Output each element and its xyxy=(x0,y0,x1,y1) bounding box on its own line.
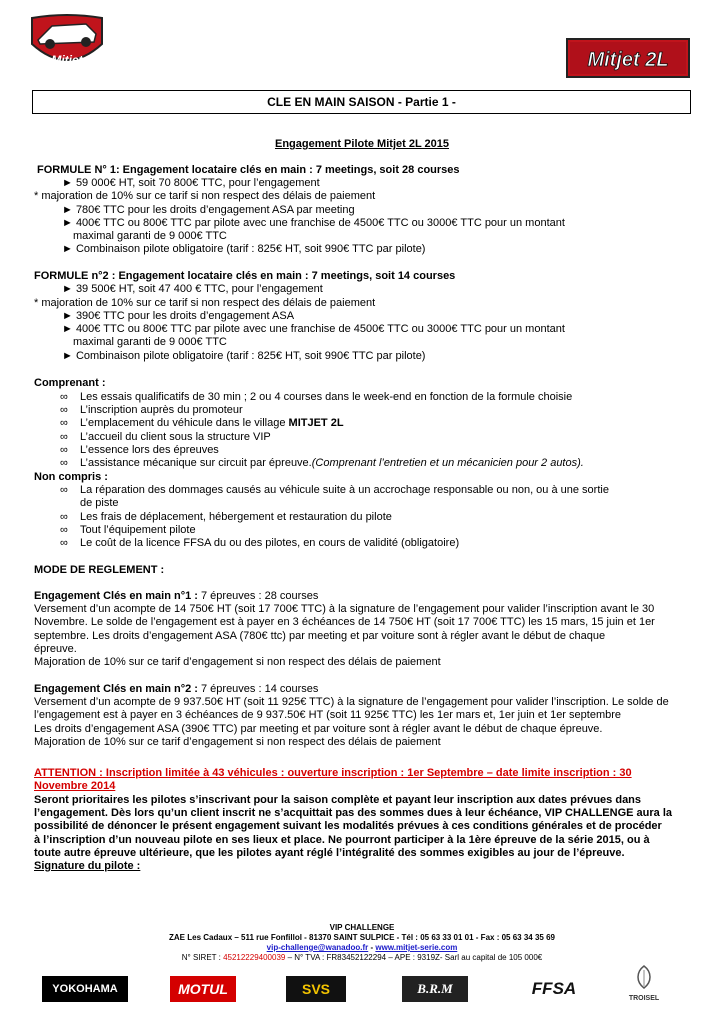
list-item: ∞ Les frais de déplacement, hébergement et restauration du pilote xyxy=(60,511,392,523)
svg-text:Mitjet 2L: Mitjet 2L xyxy=(587,49,669,71)
svg-text:MOTORSPORT: MOTORSPORT xyxy=(52,68,82,73)
troisel-emblem-icon xyxy=(626,964,662,990)
footer-links: vip-challenge@wanadoo.fr - www.mitjet-serie.com xyxy=(266,943,458,952)
list-item: ∞ La réparation des dommages causés au véhicule suite à un accrochage responsable ou non, ou à une sortie xyxy=(60,484,609,496)
cle2-line: Versement d’un acompte de 9 937.50€ HT (soit 11 925€ TTC) à la signature de l’engagement pour valider l’inscription. Le solde de xyxy=(34,696,669,708)
list-item: ∞ Tout l’équipement pilote xyxy=(60,524,196,536)
formule2-franchise-cont: maximal garanti de 9 000€ TTC xyxy=(73,336,227,348)
list-item: ∞ L’emplacement du véhicule dans le village MITJET 2L xyxy=(60,417,344,429)
cle2-line: Les droits d’engagement ASA (390€ TTC) par meeting et par voiture sont à régler avant le début de chaque épreuve. xyxy=(34,723,603,735)
email-link[interactable]: vip-challenge@wanadoo.fr xyxy=(266,943,369,952)
attention-body: Seront prioritaires les pilotes s’inscrivant pour la saison complète et payant leur inscription aux dates prévues dans xyxy=(34,794,642,806)
troisel-logo: TROISEL xyxy=(626,964,662,1004)
cle1-line: Majoration de 10% sur ce tarif d’engagement si non respect des délais de paiement xyxy=(34,656,441,668)
footer-siret: N° SIRET : 45212229400039 – N° TVA : FR83452122294 – APE : 9319Z- Sarl au capital de 105 000€ xyxy=(181,953,543,962)
formule2-franchise: ► 400€ TTC ou 800€ TTC par pilote avec une franchise de 4500€ TTC ou 3000€ TTC pour un montant xyxy=(62,323,565,335)
formule2-combinaison: ► Combinaison pilote obligatoire (tarif : 825€ HT, soit 990€ TTC par pilote) xyxy=(62,350,426,362)
list-item: ∞ L’inscription auprès du promoteur xyxy=(60,404,243,416)
cle2-line: l’engagement est à payer en 3 échéances de 9 937.50€ HT (soit 11 925€ TTC) les 1er mars et, 1er juin et 1er septembre xyxy=(34,709,622,721)
comprenant-heading: Comprenant : xyxy=(34,377,106,389)
list-item: ∞ Le coût de la licence FFSA du ou des pilotes, en cours de validité (obligatoire) xyxy=(60,537,460,549)
website-link[interactable]: www.mitjet-serie.com xyxy=(375,943,458,952)
brm-logo: B.R.M xyxy=(402,976,468,1002)
attention-body: toute autre épreuve ultérieure, que les pilotes ayant réglé l’intégralité des sommes exigibles au jour de l’épreuve. xyxy=(34,847,625,859)
mitjet-motorsport-logo xyxy=(28,14,106,76)
ffsa-logo: FFSA xyxy=(531,979,577,998)
svg-text:Mitjet: Mitjet xyxy=(51,53,83,67)
formule1-combinaison: ► Combinaison pilote obligatoire (tarif : 825€ HT, soit 990€ TTC par pilote) xyxy=(62,243,426,255)
footer-address: ZAE Les Cadaux – 511 rue Fonfillol - 81370 SAINT SULPICE - Tél : 05 63 33 01 01 - Fax : 05 63 34 35 69 xyxy=(169,933,555,942)
formule2-majoration: * majoration de 10% sur ce tarif si non respect des délais de paiement xyxy=(34,297,376,309)
formule1-franchise: ► 400€ TTC ou 800€ TTC par pilote avec une franchise de 4500€ TTC ou 3000€ TTC pour un montant xyxy=(62,217,565,229)
cle1-line: épreuve. xyxy=(34,643,77,655)
cle2-heading: Engagement Clés en main n°2 : 7 épreuves : 14 courses xyxy=(34,683,319,695)
formule1-asa: ► 780€ TTC pour les droits d’engagement ASA par meeting xyxy=(62,204,355,216)
formule2-asa: ► 390€ TTC pour les droits d’engagement ASA xyxy=(62,310,295,322)
attention-body: possibilité de dénoncer le présent engagement suivant les modalités prévues à ces conditions générales et de procéder xyxy=(34,820,662,832)
formule2-price: ► 39 500€ HT, soit 47 400 € TTC, pour l’engagement xyxy=(62,283,323,295)
list-item: ∞ L’essence lors des épreuves xyxy=(60,444,219,456)
list-item: ∞ Les essais qualificatifs de 30 min ; 2 ou 4 courses dans le week-end en fonction de la formule choisie xyxy=(60,391,573,403)
formule1-majoration: * majoration de 10% sur ce tarif si non respect des délais de paiement xyxy=(34,190,376,202)
cle1-line: Versement d’un acompte de 14 750€ HT (soit 17 700€ TTC) à la signature de l’engagement pour valider l’inscription avant le 30 xyxy=(34,603,655,615)
yokohama-logo: YOKOHAMA xyxy=(42,976,128,1002)
attention-line: ATTENTION : Inscription limitée à 43 véhicules : ouverture inscription : 1er Septembre – date limite inscription : 30 xyxy=(34,767,632,779)
non-compris-heading: Non compris : xyxy=(34,471,108,483)
page-title: CLE EN MAIN SAISON - Partie 1 - xyxy=(32,90,691,114)
formule1-franchise-cont: maximal garanti de 9 000€ TTC xyxy=(73,230,227,242)
formule2-heading: FORMULE n°2 : Engagement locataire clés en main : 7 meetings, soit 14 courses xyxy=(34,270,456,282)
attention-line: Novembre 2014 xyxy=(34,780,116,792)
svs-logo: SVS xyxy=(286,976,346,1002)
cle1-line: septembre. Les droits d’engagement ASA (780€ ttc) par meeting et par voiture sont à régler avant le début de chaque xyxy=(34,630,606,642)
formule1-heading: FORMULE N° 1: Engagement locataire clés en main : 7 meetings, soit 28 courses xyxy=(37,164,460,176)
mitjet-2l-logo xyxy=(566,38,690,78)
motul-logo: MOTUL xyxy=(170,976,236,1002)
list-item: ∞ L’assistance mécanique sur circuit par épreuve.(Comprenant l’entretien et un mécanicien pour 2 autos). xyxy=(60,457,584,469)
cle2-line: Majoration de 10% sur ce tarif d’engagement si non respect des délais de paiement xyxy=(34,736,441,748)
formule1-price: ► 59 000€ HT, soit 70 800€ TTC, pour l’engagement xyxy=(62,177,320,189)
cle1-line: Novembre. Le solde de l’engagement est à payer en 3 échéances de 14 750€ HT (soit 17 700€ TTC) les 15 mars, 15 juin et 1er xyxy=(34,616,655,628)
footer-company: VIP CHALLENGE xyxy=(329,923,395,932)
cle1-heading: Engagement Clés en main n°1 : 7 épreuves : 28 courses xyxy=(34,590,319,602)
attention-body: l’engagement. Dès lors qu’un client inscrit ne s’acquittait pas des sommes dues à leur échéance, VIP CHALLENGE aura la xyxy=(34,807,672,819)
subtitle: Engagement Pilote Mitjet 2L 2015 xyxy=(274,138,449,150)
attention-body: à l’inscription d’un nouveau pilote en ses lieux et place. Ne pourront participer à la 1ère épreuve de la série 2015, ou à xyxy=(34,834,650,846)
mode-heading: MODE DE REGLEMENT : xyxy=(34,564,165,576)
signature-label: Signature du pilote : xyxy=(34,860,141,872)
list-item-cont: de piste xyxy=(80,497,119,509)
list-item: ∞ L’accueil du client sous la structure VIP xyxy=(60,431,271,443)
